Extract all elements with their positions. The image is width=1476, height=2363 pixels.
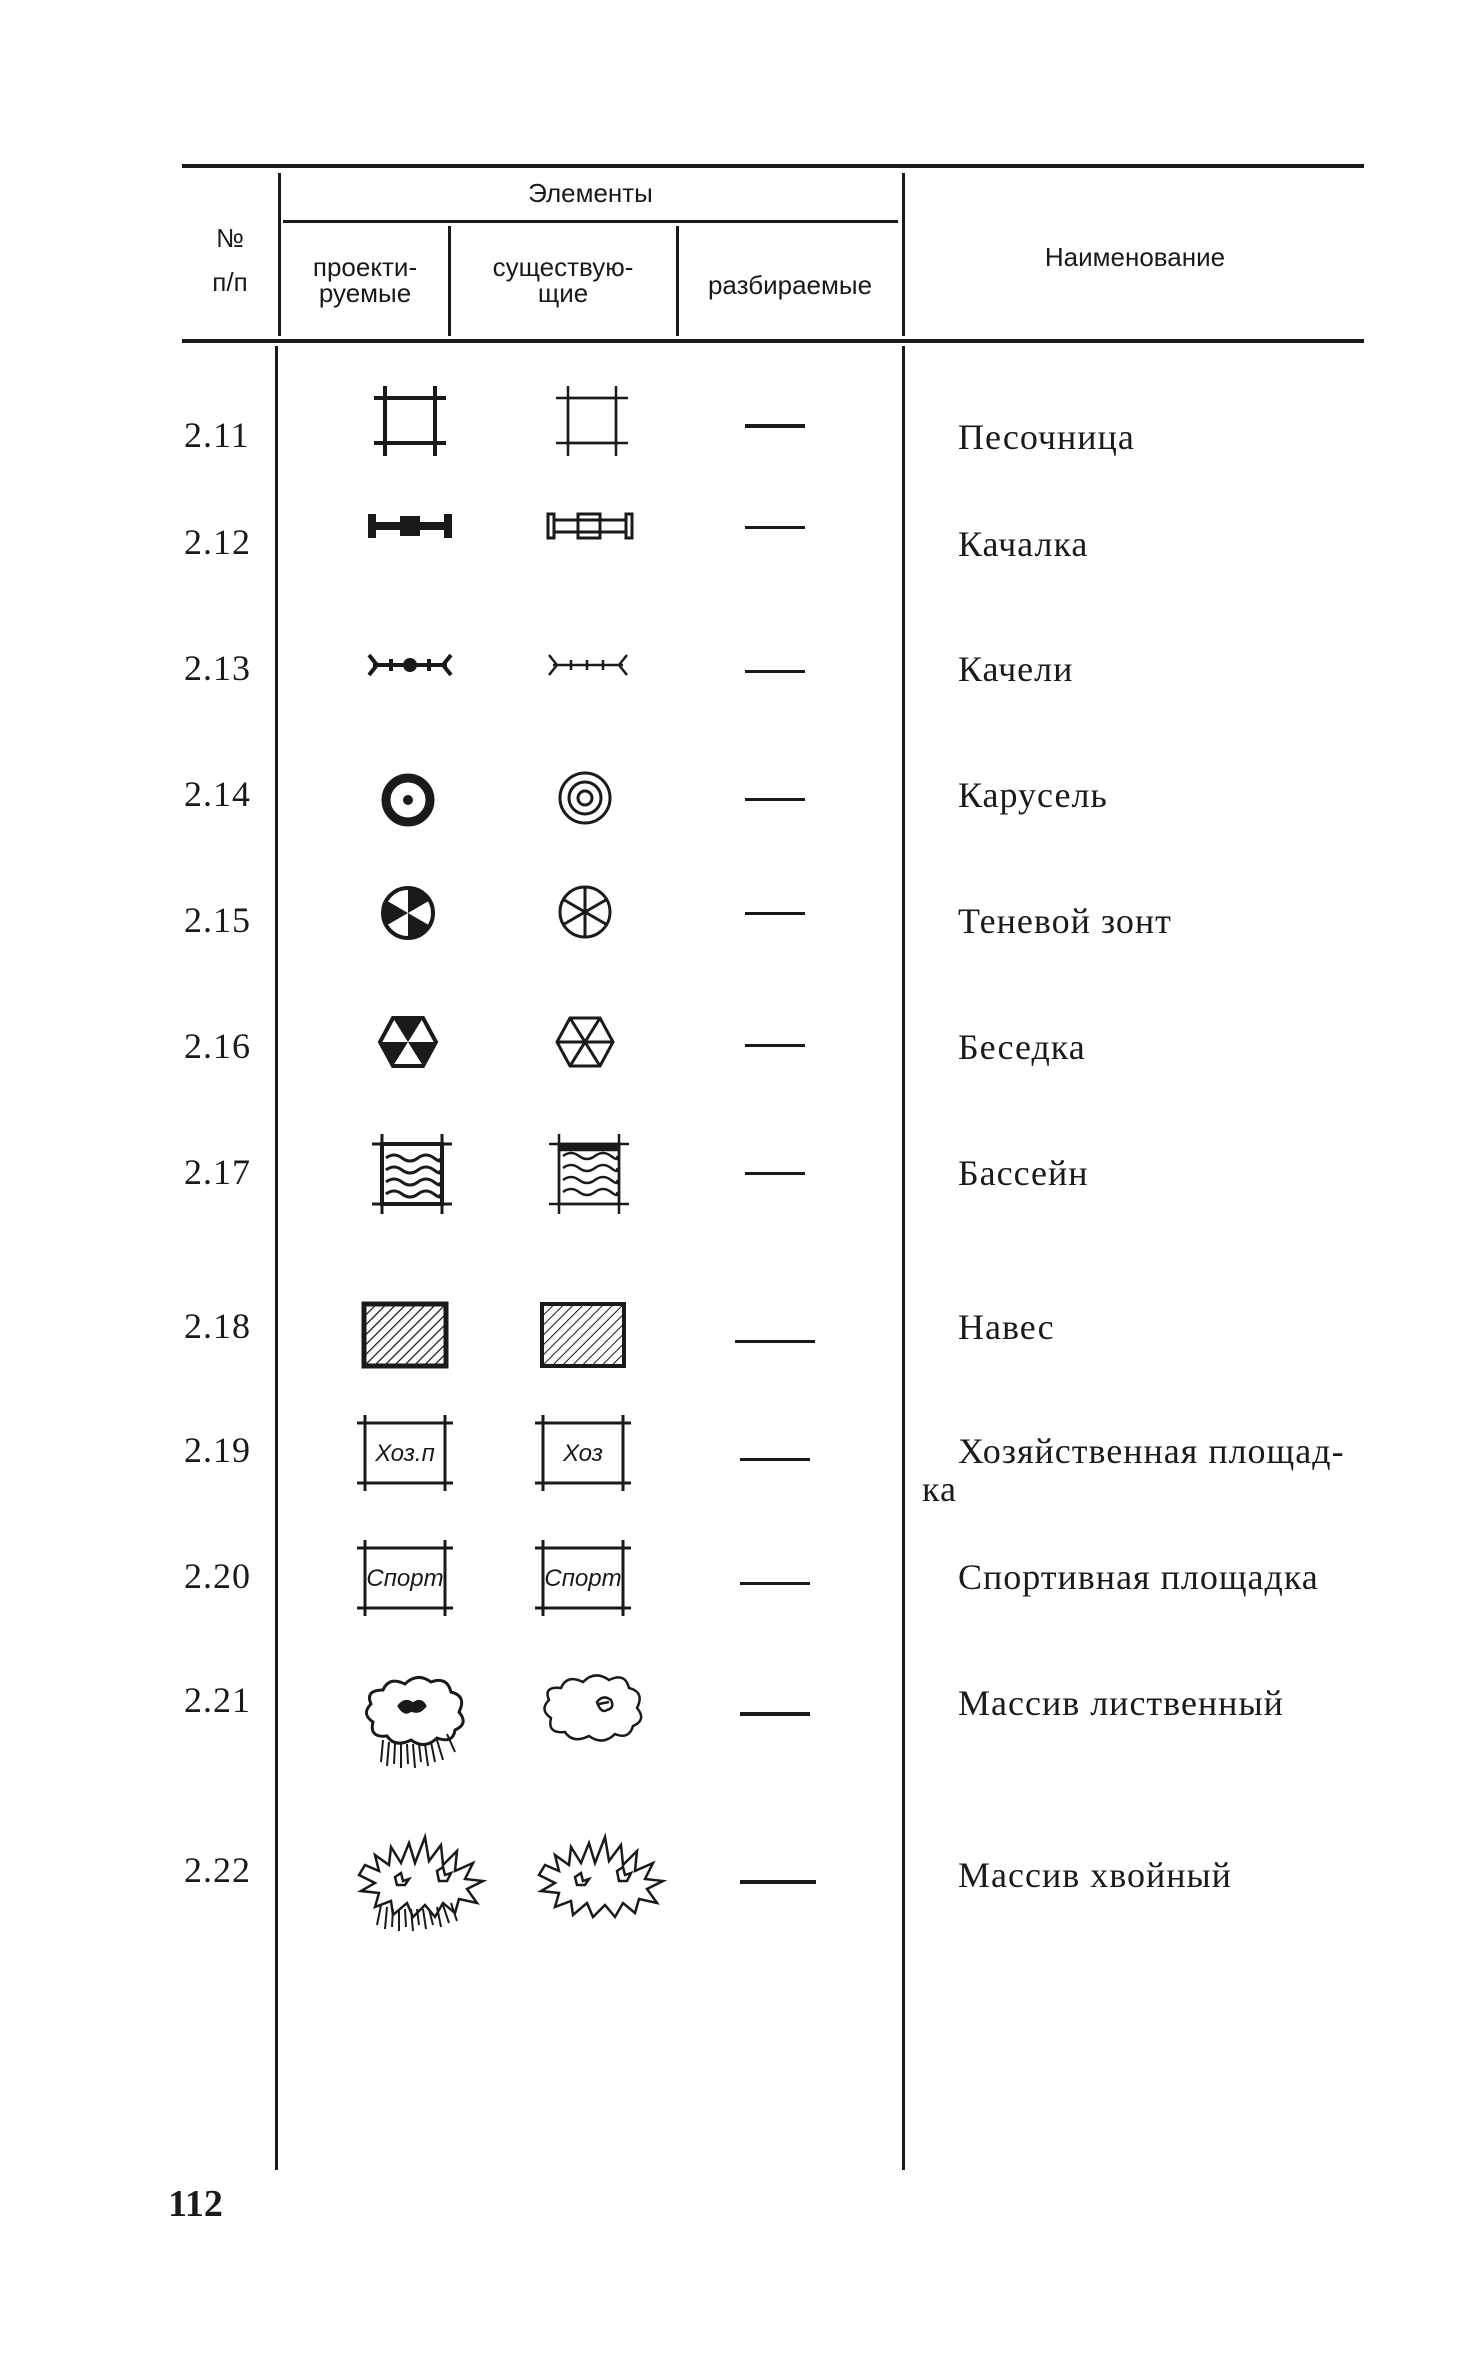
column-divider-name — [902, 173, 905, 336]
header-bottom-rule — [182, 339, 1364, 343]
dismantled-dash — [745, 798, 805, 801]
shade-umbrella-icon — [555, 882, 615, 942]
sports-label-existing: Спорт — [544, 1565, 622, 1592]
row-number: 2.21 — [184, 1680, 251, 1720]
row-name: Теневой зонт — [958, 901, 1172, 941]
dismantled-dash — [745, 1044, 805, 1047]
seesaw-icon — [540, 500, 640, 550]
dismantled-dash — [745, 424, 805, 428]
dismantled-dash — [745, 670, 805, 673]
row-name: Качалка — [958, 524, 1089, 564]
group-header-rule — [283, 220, 898, 223]
row-name: Карусель — [958, 775, 1108, 815]
row-number: 2.15 — [184, 900, 251, 940]
dismantled-dash — [745, 526, 805, 529]
coniferous-grove-icon — [355, 1825, 495, 1935]
dismantled-dash — [745, 1172, 805, 1175]
row-number: 2.22 — [184, 1850, 251, 1890]
column-divider-number — [278, 173, 281, 336]
column-divider-projected — [448, 226, 451, 336]
row-number: 2.16 — [184, 1026, 251, 1066]
utility-label-projected: Хоз.п — [375, 1440, 435, 1467]
row-name: Качели — [958, 649, 1074, 689]
row-name: Навес — [958, 1307, 1055, 1347]
coniferous-grove-icon — [535, 1825, 675, 1925]
row-name: Спортивная площадка — [958, 1557, 1319, 1597]
column-divider-number-body — [275, 346, 278, 2170]
row-name: Массив хвойный — [958, 1855, 1232, 1895]
sports-label-projected: Спорт — [366, 1565, 444, 1592]
canopy-icon — [360, 1300, 450, 1370]
row-number: 2.12 — [184, 522, 251, 562]
swing-icon — [365, 645, 455, 685]
page-number: 112 — [168, 2183, 223, 2225]
carousel-icon — [555, 768, 615, 828]
table-top-rule — [182, 164, 1364, 168]
row-number: 2.14 — [184, 774, 251, 814]
header-name: Наименование — [1044, 242, 1226, 272]
sandbox-icon — [540, 368, 640, 468]
header-number: № п/п — [212, 223, 248, 297]
deciduous-grove-icon — [535, 1662, 655, 1752]
carousel-icon — [378, 770, 438, 830]
header-elements-group: Элементы — [528, 178, 653, 208]
dismantled-dash — [740, 1880, 816, 1884]
utility-label-existing: Хоз — [563, 1440, 603, 1467]
dismantled-dash — [740, 1712, 810, 1716]
pool-icon — [368, 1130, 458, 1220]
utility-area-icon — [355, 1413, 455, 1493]
column-divider-name-body — [902, 346, 905, 2170]
canopy-icon — [538, 1300, 628, 1370]
dismantled-dash — [740, 1582, 810, 1585]
swing-icon — [545, 645, 630, 685]
utility-area-icon — [533, 1413, 633, 1493]
gazebo-icon — [378, 1014, 438, 1070]
row-number: 2.19 — [184, 1430, 251, 1470]
row-name: Беседка — [958, 1027, 1086, 1067]
row-number: 2.13 — [184, 648, 251, 688]
seesaw-icon — [360, 500, 460, 550]
dismantled-dash — [735, 1340, 815, 1343]
column-divider-existing — [676, 226, 679, 336]
row-number: 2.18 — [184, 1306, 251, 1346]
gazebo-icon — [555, 1014, 615, 1070]
header-dismantled: разбираемые — [707, 270, 873, 300]
deciduous-grove-icon — [355, 1662, 475, 1772]
header-existing: существую- щие — [492, 252, 634, 308]
row-name-line2: ка — [922, 1469, 957, 1509]
dismantled-dash — [740, 1458, 810, 1461]
row-name-line1: Хозяйственная площад- — [958, 1431, 1345, 1471]
row-name: Песочница — [958, 417, 1135, 457]
sandbox-icon — [360, 368, 460, 468]
row-name: Массив лиственный — [958, 1683, 1284, 1723]
row-name: Бассейн — [958, 1153, 1089, 1193]
row-number: 2.17 — [184, 1152, 251, 1192]
sports-ground-icon — [355, 1538, 455, 1618]
sports-ground-icon — [533, 1538, 633, 1618]
row-number: 2.20 — [184, 1556, 251, 1596]
pool-icon — [545, 1130, 635, 1220]
row-name — [922, 1431, 1358, 1509]
row-number: 2.11 — [184, 415, 250, 455]
dismantled-dash — [745, 912, 805, 915]
shade-umbrella-icon — [378, 883, 438, 943]
header-projected: проекти- руемые — [312, 252, 418, 308]
